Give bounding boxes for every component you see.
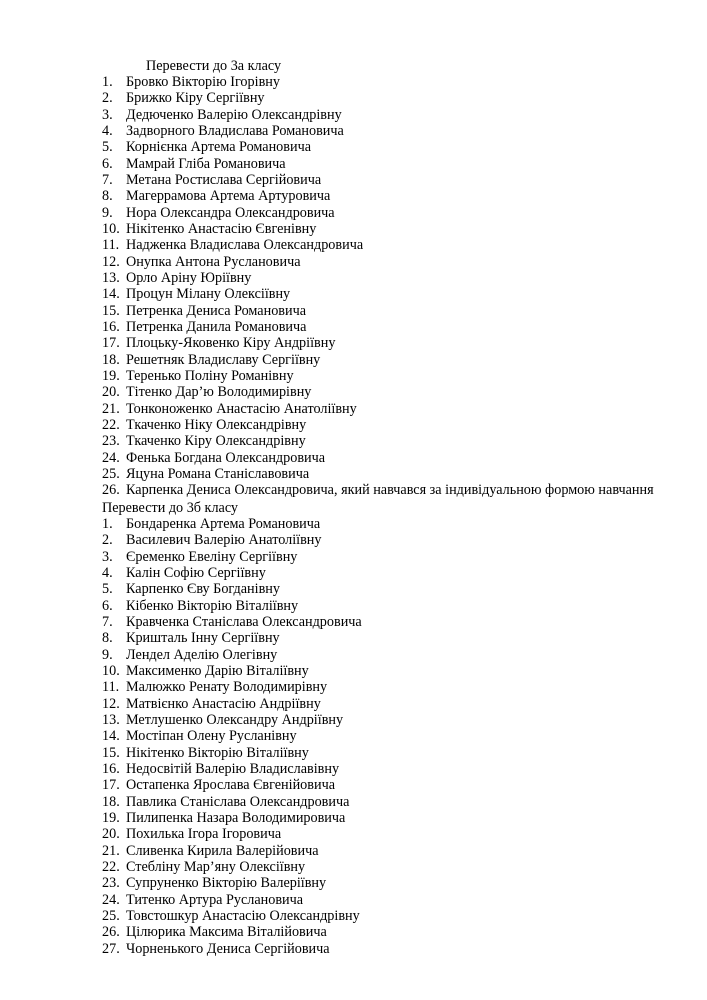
list-item-name: Плоцьку-Яковенко Кіру Андріївну	[126, 335, 336, 352]
list-item-name: Решетняк Владиславу Сергіївну	[126, 351, 321, 368]
list-item-name: Тонконоженко Анастасію Анатоліївну	[126, 400, 357, 417]
list-item-number: 13.	[102, 269, 120, 286]
list-item-number: 16.	[102, 760, 120, 777]
list-item-name: Бровко Вікторію Ігорівну	[126, 74, 280, 90]
list-item-name: Павлика Станіслава Олександровича	[126, 793, 350, 810]
list-item-number: 9.	[102, 646, 113, 663]
list-item-name: Метлушенко Олександру Андріївну	[126, 711, 344, 728]
list-item-number: 5.	[102, 581, 113, 598]
list-item-name: Мамрай Гліба Романовича	[126, 155, 286, 172]
list-item-number: 21.	[102, 400, 120, 417]
list-item-number: 10.	[102, 220, 120, 237]
list-item-name: Бондаренка Артема Романовича	[126, 516, 321, 532]
list-item-number: 11.	[102, 679, 120, 696]
list-item-name: Карпенко Єву Богданівну	[126, 581, 280, 598]
list-item-number: 23.	[102, 433, 120, 450]
list-item-number: 14.	[102, 728, 120, 745]
list-item-name: Товстошкур Анастасію Олександрівну	[126, 907, 360, 924]
list-item-number: 21.	[102, 842, 120, 859]
list-item-name: Єременко Евеліну Сергіївну	[126, 548, 298, 565]
list-item-name: Кравченка Станіслава Олександровича	[126, 613, 362, 630]
list-item-number: 16.	[102, 318, 120, 335]
list-item-name: Теренько Поліну Романівну	[126, 367, 294, 384]
list-item-number: 1.	[102, 74, 113, 90]
list-item-number: 17.	[102, 777, 120, 794]
list-item-name: Калін Софію Сергіївну	[126, 564, 266, 581]
list-item-name: Карпенка Дениса Олександровича, який навчався за індивідуальною формою навчання	[126, 482, 654, 499]
list-item-number: 23.	[102, 875, 120, 892]
list-item-name: Мостіпан Олену Русланівну	[126, 728, 297, 745]
list-item-number: 4.	[102, 122, 113, 139]
list-item-number: 2.	[102, 90, 113, 107]
list-item-number: 19.	[102, 367, 120, 384]
list-item-number: 12.	[102, 253, 120, 270]
list-item-name: Магеррамова Артема Артуровича	[126, 188, 331, 205]
list-item-number: 6.	[102, 597, 113, 614]
list-item-name: Малюжко Ренату Володимирівну	[126, 679, 328, 696]
list-item-number: 24.	[102, 891, 120, 908]
list-item-name: Брижко Кіру Сергіївну	[126, 90, 265, 107]
list-item-number: 22.	[102, 858, 120, 875]
list-item-number: 3.	[102, 106, 113, 123]
list-item-number: 19.	[102, 809, 120, 826]
list-item-name: Яцуна Романа Станіславовича	[126, 465, 310, 482]
list-item-name: Цілюрика Максима Віталійовича	[126, 924, 327, 941]
list-item-number: 25.	[102, 907, 120, 924]
list-item-number: 11.	[102, 237, 120, 254]
list-item-name: Нікітенко Вікторію Віталіївну	[126, 744, 309, 761]
list-item-name: Петренка Данила Романовича	[126, 318, 307, 335]
list-item-number: 7.	[102, 171, 113, 188]
list-item-name: Кришталь Інну Сергіївну	[126, 630, 280, 647]
list-item-number: 17.	[102, 335, 120, 352]
list-item-number: 26.	[102, 482, 120, 499]
list-item-name: Корнієнка Артема Романовича	[126, 139, 312, 156]
list-item-number: 20.	[102, 826, 120, 843]
list-item-number: 14.	[102, 286, 120, 303]
list-item-name: Нікітенко Анастасію Євгенівну	[126, 220, 317, 237]
list-item-name: Орло Аріну Юріївну	[126, 269, 252, 286]
list-item-number: 3.	[102, 548, 113, 565]
list-item-number: 6.	[102, 155, 113, 172]
list-item-name: Нора Олександра Олександровича	[126, 204, 335, 221]
list-item-name: Остапенка Ярослава Євгенійовича	[126, 777, 336, 794]
list-item-name: Сливенка Кирила Валерійовича	[126, 842, 319, 859]
list-item-number: 25.	[102, 465, 120, 482]
list-item-name: Лендел Аделію Олегівну	[126, 646, 278, 663]
list-item-number: 4.	[102, 564, 113, 581]
list-item-number: 26.	[102, 924, 120, 941]
list-item-name: Метана Ростислава Сергійовича	[126, 171, 322, 188]
list-item-name: Титенко Артура Руслановича	[126, 891, 304, 908]
list-item-name: Онупка Антона Руслановича	[126, 253, 301, 270]
list-item-name: Матвієнко Анастасію Андріївну	[126, 695, 321, 712]
list-item-number: 10.	[102, 662, 120, 679]
list-item-name: Процун Мілану Олексіївну	[126, 286, 291, 303]
list-item-number: 7.	[102, 613, 113, 630]
list-item-number: 13.	[102, 711, 120, 728]
list-item-name: Ткаченко Кіру Олександрівну	[126, 433, 306, 450]
list-item-number: 9.	[102, 204, 113, 221]
list-item-number: 8.	[102, 630, 113, 647]
list-item-number: 8.	[102, 188, 113, 205]
list-item-number: 27.	[102, 940, 120, 957]
list-item-number: 1.	[102, 516, 113, 532]
list-item-name: Фенька Богдана Олександровича	[126, 449, 326, 466]
section-heading: Перевести до 3б класу	[102, 500, 239, 516]
list-item-number: 24.	[102, 449, 120, 466]
list-item-number: 20.	[102, 384, 120, 401]
list-item-name: Петренка Дениса Романовича	[126, 302, 307, 319]
list-item-name: Задворного Владислава Романовича	[126, 122, 344, 139]
list-item-number: 5.	[102, 139, 113, 156]
list-item-name: Похилька Ігора Ігоровича	[126, 826, 282, 843]
list-item-name: Тітенко Дар’ю Володимирівну	[126, 384, 312, 401]
list-item-name: Максименко Дарію Віталіївну	[126, 662, 309, 679]
list-item-number: 2.	[102, 532, 113, 549]
list-item-number: 12.	[102, 695, 120, 712]
list-item-name: Пилипенка Назара Володимировича	[126, 809, 346, 826]
list-item-name: Ткаченко Ніку Олександрівну	[126, 416, 307, 433]
list-item-name: Василевич Валерію Анатоліївну	[126, 532, 322, 549]
list-item-number: 18.	[102, 793, 120, 810]
list-item-name: Чорненького Дениса Сергійовича	[126, 940, 330, 957]
list-item-name: Недосвітій Валерію Владиславівну	[126, 760, 340, 777]
list-item-number: 18.	[102, 351, 120, 368]
list-item-name: Кібенко Вікторію Віталіївну	[126, 597, 299, 614]
list-item-number: 22.	[102, 416, 120, 433]
list-item-name: Стебліну Мар’яну Олексіївну	[126, 858, 306, 875]
list-item-name: Дедюченко Валерію Олександрівну	[126, 106, 342, 123]
list-item-name: Супруненко Вікторію Валеріївну	[126, 875, 327, 892]
list-item-name: Надженка Владислава Олександровича	[126, 237, 364, 254]
list-item-number: 15.	[102, 744, 120, 761]
list-item-number: 15.	[102, 302, 120, 319]
section-heading: Перевести до 3а класу	[146, 58, 282, 74]
